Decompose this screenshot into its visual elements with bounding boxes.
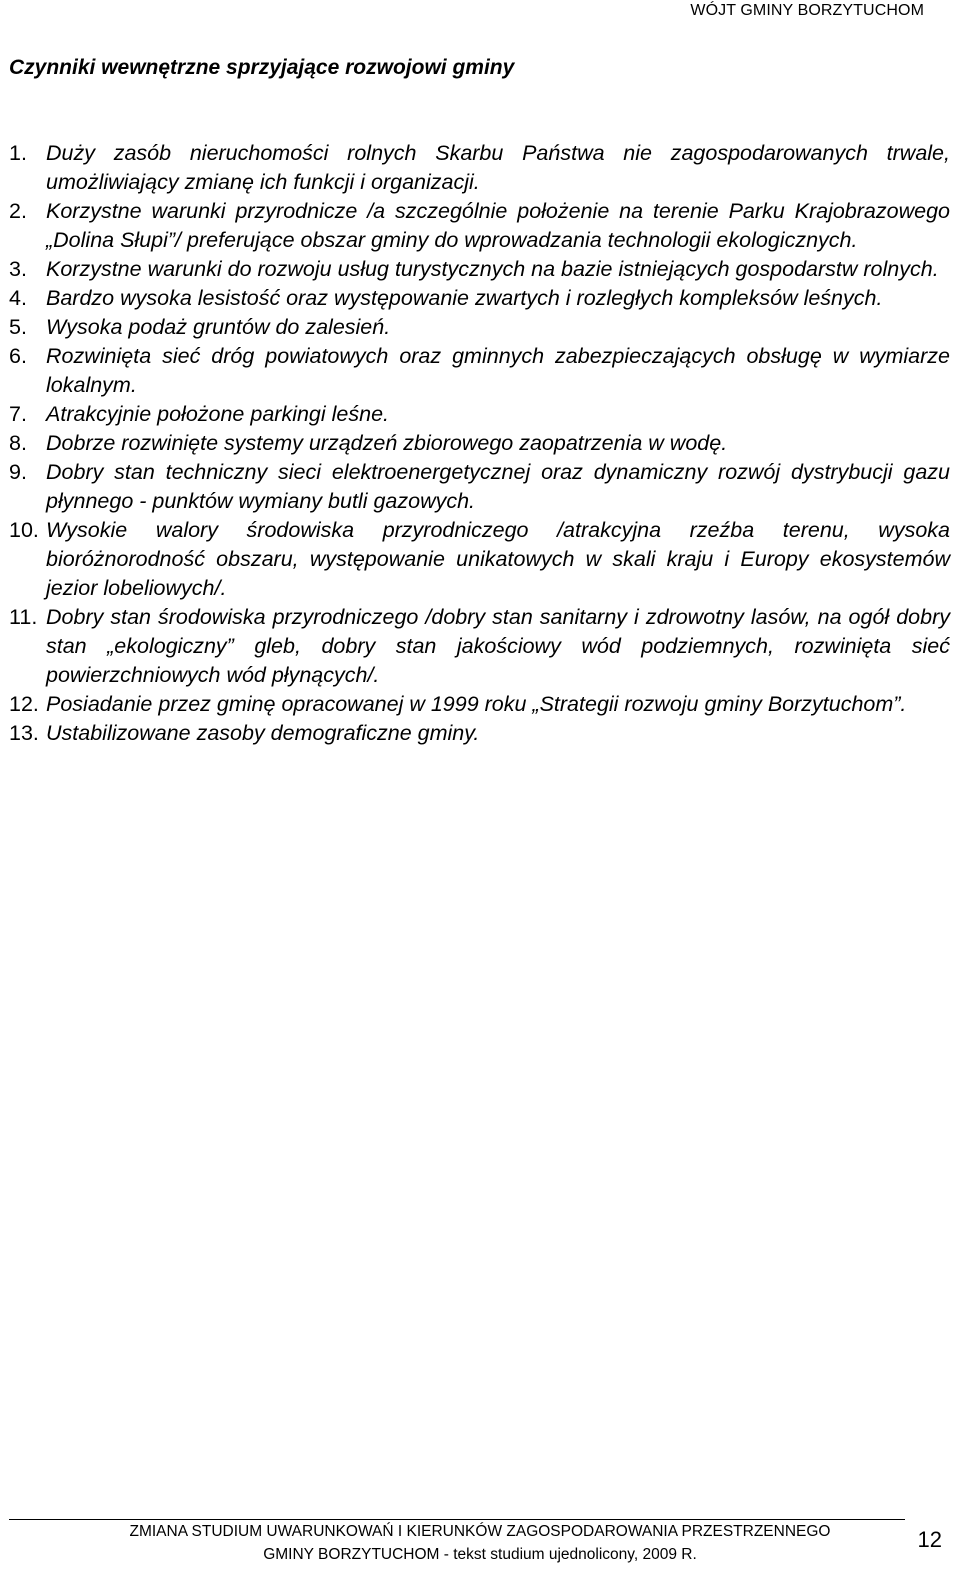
list-item-number: 1. (9, 141, 27, 165)
list-item-number: 11. (9, 605, 38, 629)
list-item (9, 313, 950, 342)
list-item (9, 197, 950, 255)
list-item-number: 4. (9, 286, 27, 310)
list-item-number: 5. (9, 315, 27, 339)
page-footer (0, 1519, 960, 1591)
list-item-text: Dobry stan środowiska przyrodniczego /dobry stan sanitarny i zdrowotny lasów, na ogół dobry stan „ekologiczny” gleb, dobry stan jakościowy wód podziemnych, rozwinięta sieć powierzchniowych wód płynących/. (46, 605, 950, 687)
list-item (9, 342, 950, 400)
list-item-text: Atrakcyjnie położone parkingi leśne. (46, 402, 390, 426)
list-item-number: 2. (9, 199, 27, 223)
list-item-text: Korzystne warunki przyrodnicze /a szczególnie położenie na terenie Parku Krajobrazowego „Dolina Słupi”/ preferujące obszar gminy do wprowadzania technologii ekologicznych. (46, 199, 950, 252)
list-item-text: Dobrze rozwinięte systemy urządzeń zbiorowego zaopatrzenia w wodę. (46, 431, 728, 455)
page-number: 12 (917, 1527, 942, 1552)
list-item-text: Ustabilizowane zasoby demograficzne gminy. (46, 721, 480, 745)
list-item-number: 10. (9, 518, 39, 542)
list-item-text: Duży zasób nieruchomości rolnych Skarbu Państwa nie zagospodarowanych trwale, umożliwiający zmianę ich funkcji i organizacji. (46, 141, 950, 194)
list-item-number: 6. (9, 344, 27, 368)
list-item (9, 690, 950, 719)
list-item-number: 12. (9, 692, 39, 716)
list-item-text: Korzystne warunki do rozwoju usług turystycznych na bazie istniejących gospodarstw rolnych. (46, 257, 939, 281)
list-item-number: 8. (9, 431, 27, 455)
running-header: WÓJT GMINY BORZYTUCHOM (690, 2, 924, 19)
list-item-text: Dobry stan techniczny sieci elektroenergetycznej oraz dynamiczny rozwój dystrybucji gazu płynnego - punktów wymiany butli gazowych. (46, 460, 950, 513)
footer-document-title: ZMIANA STUDIUM UWARUNKOWAŃ I KIERUNKÓW ZAGOSPODAROWANIA PRZESTRZENNEGO (129, 1523, 831, 1540)
list-item (9, 429, 950, 458)
list-item (9, 284, 950, 313)
list-item (9, 458, 950, 516)
list-item (9, 603, 950, 690)
section-title: Czynniki wewnętrzne sprzyjające rozwojowi gminy (9, 56, 515, 79)
list-item (9, 400, 950, 429)
list-item-number: 7. (9, 402, 27, 426)
list-item-text: Posiadanie przez gminę opracowanej w 1999 roku „Strategii rozwoju gminy Borzytuchom”. (46, 692, 907, 716)
list-item (9, 139, 950, 197)
list-item-text: Wysoka podaż gruntów do zalesień. (46, 315, 391, 339)
list-item (9, 516, 950, 603)
footer-document-subtitle: GMINY BORZYTUCHOM - tekst studium ujednolicony, 2009 R. (263, 1546, 697, 1563)
list-item-text: Bardzo wysoka lesistość oraz występowanie zwartych i rozległych kompleksów leśnych. (46, 286, 883, 310)
list-item-text: Wysokie walory środowiska przyrodniczego /atrakcyjna rzeźba terenu, wysoka bioróżnorodność obszaru, występowanie unikatowych w skali kraju i Europy ekosystemów jezior lobeliowych/. (46, 518, 950, 600)
list-item-number: 9. (9, 460, 27, 484)
footer-divider (9, 1519, 905, 1520)
list-item-text: Rozwinięta sieć dróg powiatowych oraz gminnych zabezpieczających obsługę w wymiarze lokalnym. (46, 344, 950, 397)
list-item (9, 719, 950, 748)
factor-list (9, 139, 950, 748)
list-item-number: 3. (9, 257, 27, 281)
list-item-number: 13. (9, 721, 39, 745)
list-item (9, 255, 950, 284)
